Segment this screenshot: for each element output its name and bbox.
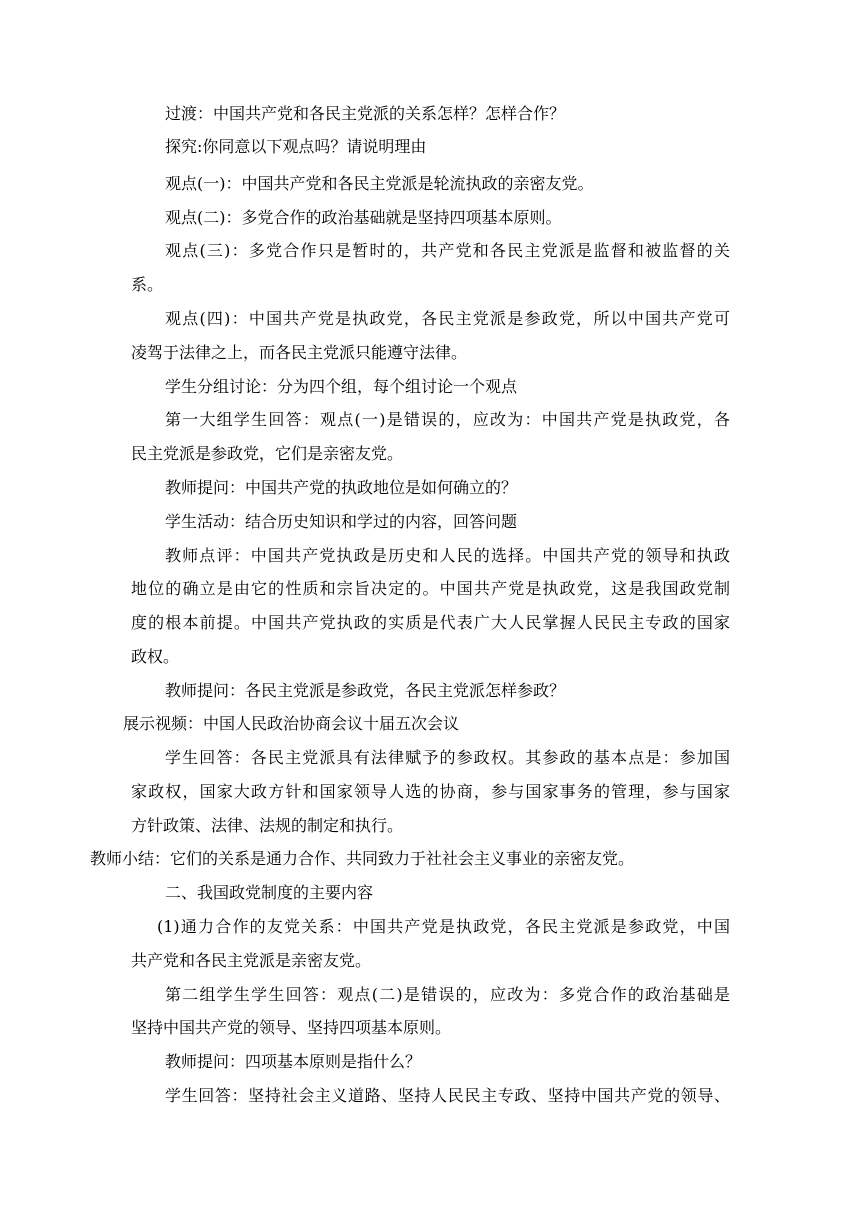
paragraph-line: 坚持中国共产党的领导、坚持四项基本原则。 [131, 1018, 452, 1037]
paragraph-line: 教师点评：中国共产党执政是历史和人民的选择。中国共产党的领导和执政 [165, 546, 730, 565]
paragraph-line: 观点(二)：多党合作的政治基础就是坚持四项基本原则。 [165, 208, 562, 227]
paragraph-line: 观点(四)：中国共产党是执政党，各民主党派是参政党，所以中国共产党可 [165, 309, 730, 328]
paragraph-line: 民主党派是参政党，它们是亲密友党。 [131, 444, 404, 463]
paragraph-line: 家政权，国家大政方针和国家领导人选的协商，参与国家事务的管理，参与国家 [131, 782, 730, 801]
paragraph-line: 过渡：中国共产党和各民主党派的关系怎样？怎样合作？ [165, 104, 566, 123]
paragraph-line: 学生回答：坚持社会主义道路、坚持人民民主专政、坚持中国共产党的领导、 [165, 1086, 730, 1105]
paragraph-line: 第一大组学生回答：观点(一)是错误的，应改为：中国共产党是执政党，各 [165, 410, 730, 429]
paragraph-line: 教师小结：它们的关系是通力合作、共同致力于社社会主义事业的亲密友党。 [90, 849, 635, 868]
paragraph-line: 探究:你同意以下观点吗？请说明理由 [165, 137, 427, 156]
paragraph-line: 展示视频：中国人民政治协商会议十届五次会议 [123, 714, 460, 733]
paragraph-line: 地位的确立是由它的性质和宗旨决定的。中国共产党是执政党，这是我国政党制 [131, 579, 730, 598]
paragraph-line: 观点(一)：中国共产党和各民主党派是轮流执政的亲密友党。 [165, 174, 594, 193]
paragraph-line: 观点(三)：多党合作只是暂时的，共产党和各民主党派是监督和被监督的关 [165, 241, 730, 260]
section-heading: 二、我国政党制度的主要内容 [165, 883, 374, 902]
paragraph-line: 学生活动：结合历史知识和学过的内容，回答问题 [165, 512, 518, 531]
paragraph-line: 学生分组讨论：分为四个组，每个组讨论一个观点 [165, 377, 518, 396]
paragraph-line: (1)通力合作的友党关系：中国共产党是执政党，各民主党派是参政党，中国 [157, 917, 730, 936]
paragraph-line: 度的根本前提。中国共产党执政的实质是代表广大人民掌握人民民主专政的国家 [131, 613, 730, 632]
paragraph-line: 政权。 [131, 647, 180, 666]
paragraph-line: 共产党和各民主党派是亲密友党。 [131, 951, 372, 970]
paragraph-line: 教师提问：四项基本原则是指什么？ [165, 1052, 422, 1071]
paragraph-line: 教师提问：各民主党派是参政党，各民主党派怎样参政？ [165, 681, 566, 700]
paragraph-line: 凌驾于法律之上，而各民主党派只能遵守法律。 [131, 343, 468, 362]
paragraph-line: 学生回答：各民主党派具有法律赋予的参政权。其参政的基本点是：参加国 [165, 748, 730, 767]
paragraph-line: 方针政策、法律、法规的制定和执行。 [131, 816, 404, 835]
paragraph-line: 系。 [131, 275, 164, 294]
paragraph-line: 教师提问：中国共产党的执政地位是如何确立的？ [165, 478, 518, 497]
paragraph-line: 第二组学生学生回答：观点(二)是错误的，应改为：多党合作的政治基础是 [165, 985, 730, 1004]
